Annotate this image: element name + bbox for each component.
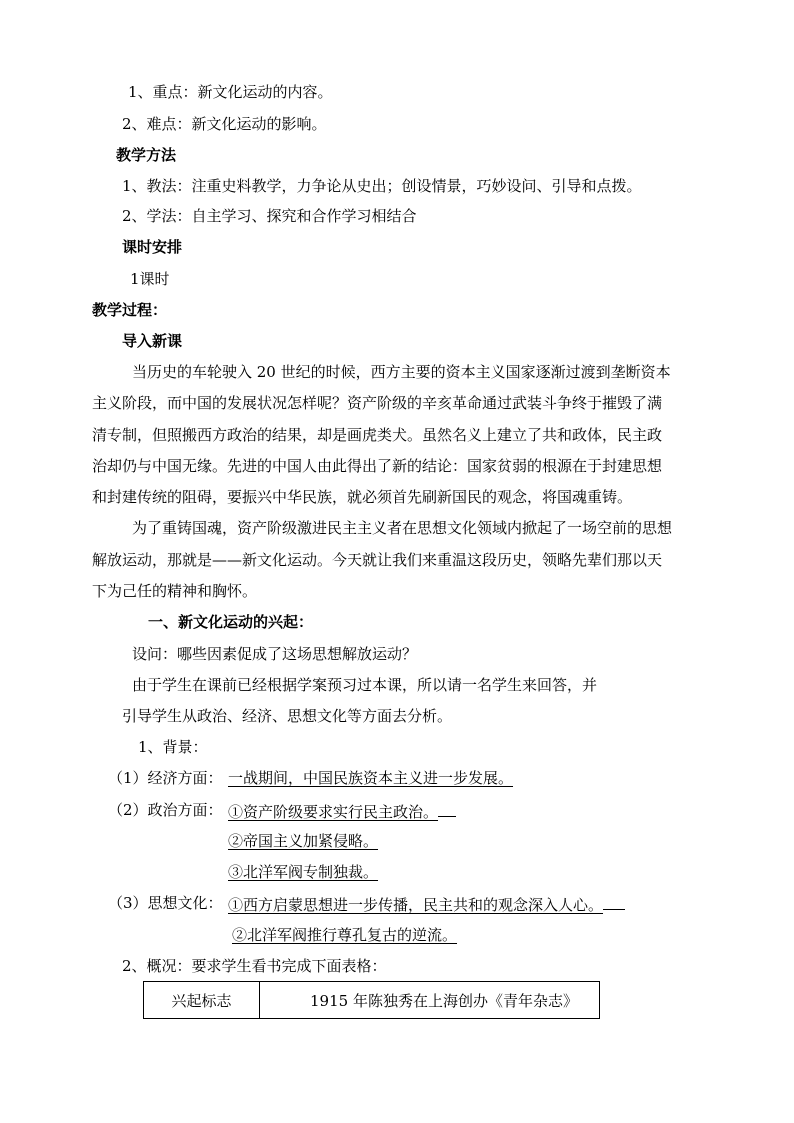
politics-answer: ③北洋军阀专制独裁。 [228,863,379,881]
thought-answer: ①西方启蒙思想进一步传播，民主共和的观念深入人心。 [228,893,625,915]
table-row [144,982,600,1019]
thought-answer: ②北洋军阀推行尊孔复古的逆流。 [232,926,458,944]
teaching-note: 由于学生在课前已经根据学案预习过本课，所以请一名学生来回答，并 [132,676,598,694]
table-value-cell: 1915 年陈独秀在上海创办《青年杂志》 [260,982,600,1019]
paragraph1-line: 和封建传统的阻碍，要振兴中华民族，就必须首先刷新国民的观念，将国魂重铸。 [92,488,633,506]
methods-heading: 教学方法 [116,146,177,164]
paragraph1-line: 清专制，但照搬西方政治的结果，却是画虎类犬。虽然名义上建立了共和政体，民主政 [92,426,663,444]
learning-method: 2、学法：自主学习、探究和合作学习相结合 [122,207,417,225]
process-heading: 教学过程： [92,301,168,319]
schedule-heading: 课时安排 [122,238,183,256]
schedule-value: 1课时 [130,270,170,288]
teaching-note: 引导学生从政治、经济、思想文化等方面去分析。 [122,707,453,725]
politics-label: （2）政治方面： [108,801,223,819]
question: 设问：哪些因素促成了这场思想解放运动？ [132,645,418,663]
paragraph1-line: 治却仍与中国无缘。先进的中国人由此得出了新的结论：国家贫弱的根源在于封建思想 [92,457,663,475]
teaching-method: 1、教法：注重史料教学，力争论从史出；创设情景，巧妙设问、引导和点拨。 [122,177,642,195]
rise-table [143,981,600,1019]
politics-answer: ①资产阶级要求实行民主政治。 [228,800,456,822]
paragraph2-line: 为了重铸国魂，资产阶级激进民主主义者在思想文化领域内掀起了一场空前的思想 [132,519,673,537]
section1-heading: 一、新文化运动的兴起： [148,613,314,631]
paragraph1-line: 主义阶段，而中国的发展状况怎样呢？资产阶级的辛亥革命通过武装斗争终于摧毁了满 [92,394,663,412]
key-point: 1、重点：新文化运动的内容。 [128,83,333,101]
thought-label: （3）思想文化： [108,894,223,912]
politics-answer: ②帝国主义加紧侵略。 [228,832,379,850]
economy-answer: 一战期间，中国民族资本主义进一步发展。 [228,769,514,787]
background-label: 1、背景： [138,738,208,756]
paragraph1-line: 当历史的车轮驶入 20 世纪的时候，西方主要的资本主义国家逐渐过渡到垄断资本 [132,363,671,381]
intro-heading: 导入新课 [122,332,183,350]
table-header-cell: 兴起标志 [144,982,260,1019]
paragraph2-line: 下为己任的精神和胸怀。 [92,582,258,600]
paragraph2-line: 解放运动，那就是——新文化运动。今天就让我们来重温这段历史，领略先辈们那以天 [92,551,663,569]
economy-label: （1）经济方面： [108,769,223,787]
difficulty: 2、难点：新文化运动的影响。 [122,115,327,133]
overview-label: 2、概况：要求学生看书完成下面表格： [122,957,387,975]
